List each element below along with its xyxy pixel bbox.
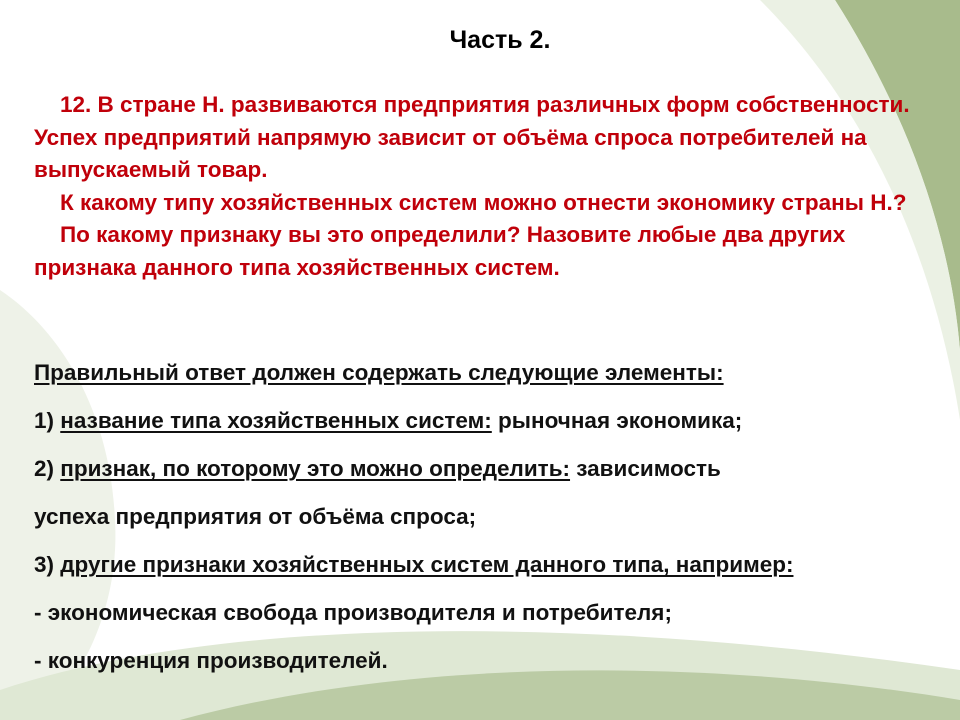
answer-item-2-label: признак, по которому это можно определить: [60,456,571,481]
answer-item-1 [34,397,934,445]
slide-title: Часть 2. [449,26,551,54]
answer-item-3-number: 3) [34,552,61,577]
answer-item-2 [34,445,934,493]
answer-item-3-label: другие признаки хозяйственных систем данного типа, например: [60,552,794,577]
answer-heading-text: Правильный ответ должен содержать следующие элементы: [34,360,724,385]
answer-bullet-2: - конкуренция производителей. [34,648,388,673]
question-part-2: По какому признаку вы это определили? Назовите любые два других признака данного типа хозяйственных систем. [34,222,846,280]
question-part-1: К какому типу хозяйственных систем можно отнести экономику страны Н.? [60,189,907,215]
answer-item-1-label: название типа хозяйственных систем: [60,408,492,433]
answer-bullet-1: - экономическая свобода производителя и потребителя; [34,600,672,625]
answer-heading [34,349,934,397]
answer-item-1-text: рыночная экономика; [491,408,743,433]
answer-item-2-text: зависимость [570,456,721,481]
answer-item-1-number: 1) [34,408,61,433]
answer-item-2-continuation: успеха предприятия от объёма спроса; [34,504,477,529]
answer-item-2-number: 2) [34,456,61,481]
answer-item-3 [34,541,934,589]
question-intro: 12. В стране Н. развиваются предприятия различных форм собственности. Успех предприятий напрямую зависит от объёма спроса потребителей на выпускаемый товар. [34,92,910,182]
answer-block [34,349,934,685]
question-block [34,89,934,284]
